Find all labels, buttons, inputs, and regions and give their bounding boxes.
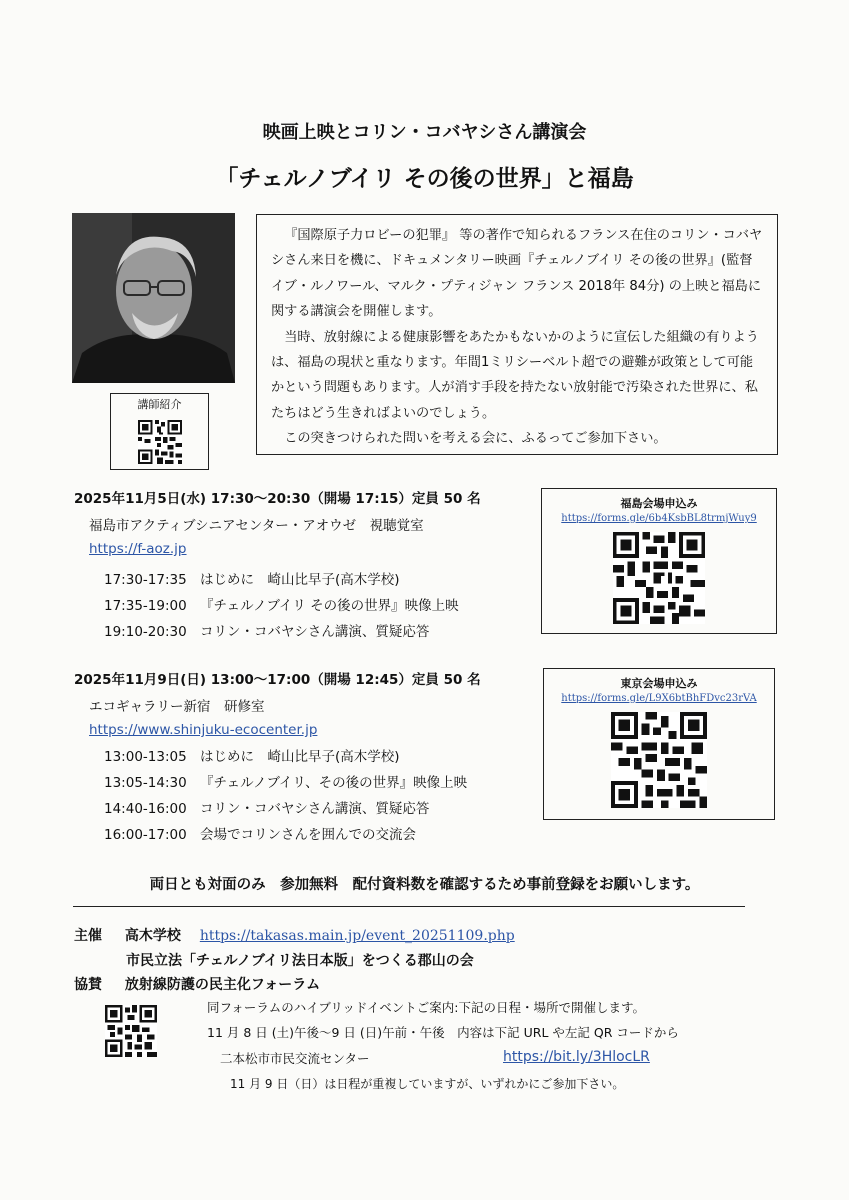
event-subtitle: 映画上映とコリン・コバヤシさん講演会 bbox=[262, 122, 587, 143]
schedule-desc: はじめに 崎山比早子(高木学校) bbox=[200, 749, 400, 765]
schedule-desc: コリン・コバヤシさん講演、質疑応答 bbox=[200, 624, 430, 640]
event1-date: 2025年11月5日(水) 17:30～20:30（開場 17:15）定員 50 名 bbox=[74, 491, 481, 507]
tokyo-registration-url[interactable]: https://forms.gle/L9X6btBhFDvc23rVA bbox=[561, 693, 757, 704]
schedule-time: 13:05-14:30 bbox=[104, 775, 187, 791]
intro-paragraph-2: 当時、放射線による健康影響をあたかもないかのように宣伝した組織の有りようは、福島の現状と重なります。年間1ミリシーベルト超での避難が政策として可能かという問題もあります。人が消す手段を持たない放射能で汚染された世界に、私たちはどう生きればよいのでしょう。 bbox=[271, 329, 759, 421]
page-title: 「チェルノブイリ その後の世界」と福島 bbox=[215, 166, 634, 192]
tokyo-qr-code[interactable] bbox=[611, 712, 707, 808]
event2-schedule-row bbox=[104, 745, 400, 765]
event1-schedule-row bbox=[104, 594, 459, 614]
event2-date: 2025年11月9日(日) 13:00～17:00（開場 12:45）定員 50 名 bbox=[74, 672, 481, 688]
speaker-photo bbox=[72, 213, 235, 383]
host-1-url-link[interactable]: https://takasas.main.jp/event_20251109.php bbox=[199, 928, 515, 944]
fukushima-registration-box bbox=[541, 488, 777, 634]
schedule-desc: 『チェルノブイリ その後の世界』映像上映 bbox=[200, 598, 459, 614]
event1-schedule-row bbox=[104, 620, 429, 640]
intro-paragraph-1: 『国際原子力ロビーの犯罪』 等の著作で知られるフランス在住のコリン・コバヤシさん来日を機に、ドキュメンタリー映画『チェルノブイリ その後の世界』(監督イブ・ルノワール、マルク・プティジャン フランス 2018年 84分) の上映と福島に関する講演会を開催します。 bbox=[271, 228, 763, 320]
event1-venue: 福島市アクティブシニアセンター・アオウゼ 視聴覚室 bbox=[89, 518, 424, 534]
speaker-intro-box bbox=[110, 393, 209, 470]
event2-venue: エコギャラリー新宿 研修室 bbox=[89, 699, 265, 715]
fukushima-registration-label: 福島会場申込み bbox=[620, 497, 698, 510]
support-org: 放射線防護の民主化フォーラム bbox=[124, 977, 321, 993]
fukushima-qr-code[interactable] bbox=[613, 532, 705, 624]
speaker-intro-label: 講師紹介 bbox=[137, 398, 182, 411]
intro-box bbox=[256, 214, 778, 455]
registration-notice: 両日とも対面のみ 参加無料 配付資料数を確認するため事前登録をお願いします。 bbox=[149, 877, 700, 893]
event2-date-line bbox=[74, 668, 481, 688]
event2-schedule-row bbox=[104, 823, 416, 843]
divider bbox=[73, 906, 745, 907]
host-2: 市民立法「チェルノブイリ法日本版」をつくる郡山の会 bbox=[126, 953, 474, 969]
event1-url-link[interactable]: https://f-aoz.jp bbox=[89, 541, 187, 557]
event1-schedule-row bbox=[104, 568, 400, 588]
event2-url-link[interactable]: https://www.shinjuku-ecocenter.jp bbox=[89, 722, 318, 738]
forum-info-line-2: 11 月 8 日 (土)午後～9 日 (日)午前・午後 内容は下記 URL や左記 QR コードから bbox=[207, 1025, 679, 1040]
schedule-desc: コリン・コバヤシさん講演、質疑応答 bbox=[200, 801, 430, 817]
schedule-time: 17:30-17:35 bbox=[104, 572, 187, 588]
forum-note: 11 月 9 日（日）は日程が重複していますが、いずれかにご参加下さい。 bbox=[230, 1077, 625, 1091]
host-line bbox=[74, 925, 515, 945]
forum-qr-code[interactable] bbox=[105, 1005, 157, 1057]
tokyo-registration-box bbox=[543, 668, 775, 820]
intro-paragraph-3: この突きつけられた問いを考える会に、ふるってご参加下さい。 bbox=[284, 431, 667, 447]
schedule-desc: はじめに 崎山比早子(高木学校) bbox=[200, 572, 400, 588]
forum-url-link[interactable]: https://bit.ly/3HlocLR bbox=[503, 1049, 650, 1065]
schedule-time: 14:40-16:00 bbox=[104, 801, 187, 817]
speaker-qr-code[interactable] bbox=[138, 420, 182, 468]
tokyo-registration-label: 東京会場申込み bbox=[620, 677, 698, 690]
forum-venue: 二本松市市民交流センター bbox=[220, 1051, 370, 1066]
schedule-time: 16:00-17:00 bbox=[104, 827, 187, 843]
event1-date-line bbox=[74, 487, 481, 507]
fukushima-registration-url[interactable]: https://forms.gle/6b4KsbBL8trmjWuy9 bbox=[561, 513, 757, 524]
event2-schedule-row bbox=[104, 797, 429, 817]
host-label: 主催 bbox=[74, 928, 102, 944]
schedule-desc: 『チェルノブイリ、その後の世界』映像上映 bbox=[200, 775, 468, 791]
schedule-time: 13:00-13:05 bbox=[104, 749, 187, 765]
schedule-time: 19:10-20:30 bbox=[104, 624, 187, 640]
forum-info-line-1: 同フォーラムのハイブリッドイベントご案内:下記の日程・場所で開催します。 bbox=[207, 1000, 645, 1015]
support-label: 協賛 bbox=[74, 977, 102, 993]
event2-schedule-row bbox=[104, 771, 467, 791]
support-line bbox=[74, 974, 320, 994]
schedule-desc: 会場でコリンさんを囲んでの交流会 bbox=[200, 827, 416, 843]
schedule-time: 17:35-19:00 bbox=[104, 598, 187, 614]
host-1: 高木学校 bbox=[124, 928, 181, 944]
